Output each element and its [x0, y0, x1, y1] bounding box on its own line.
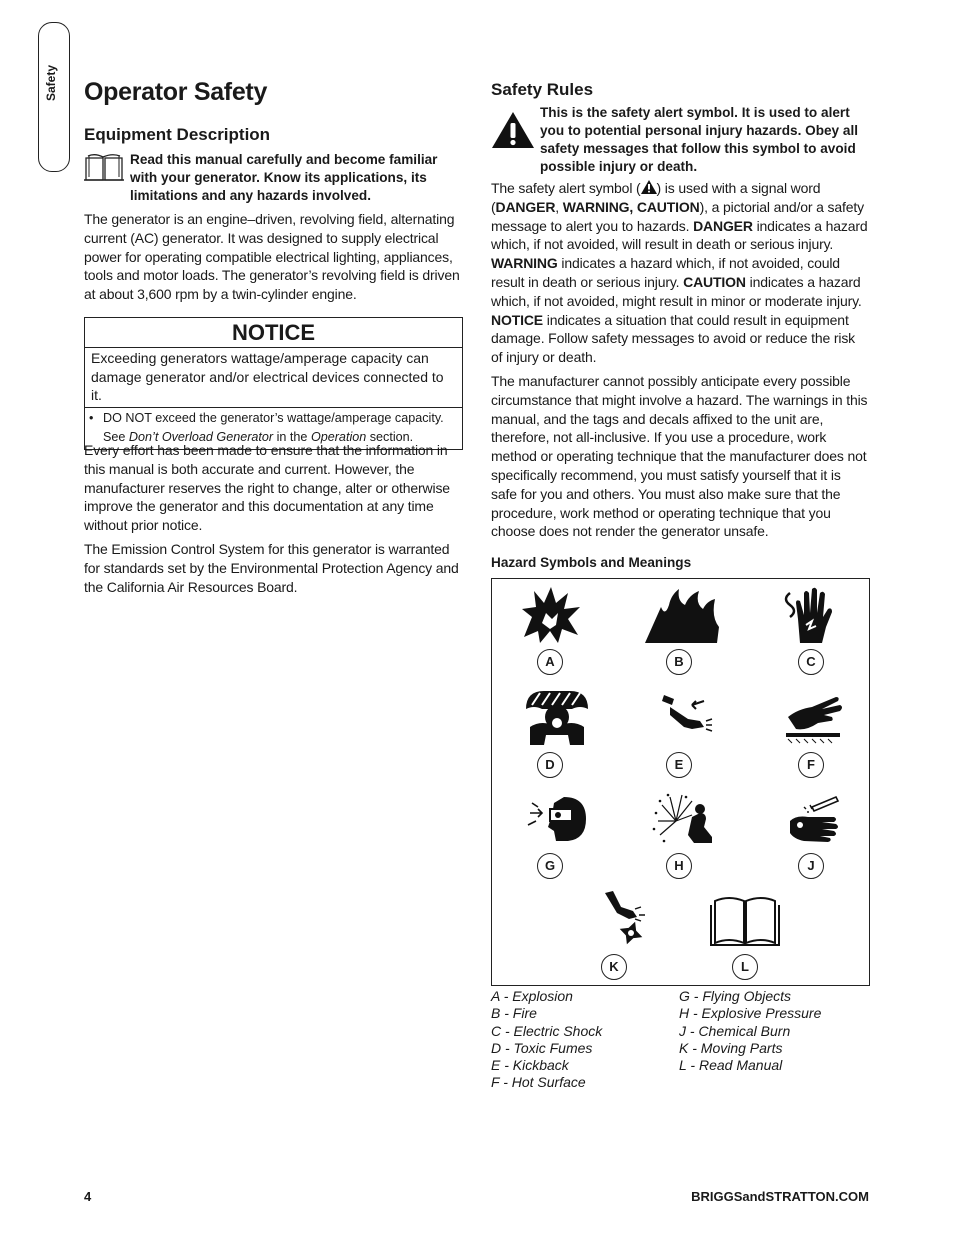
legend-item: A - Explosion [491, 988, 573, 1004]
hazard-label-j: J [798, 853, 824, 879]
notice-box [84, 317, 463, 450]
p1-part-a: The safety alert symbol ( [491, 180, 641, 196]
hazard-label-a: A [537, 649, 563, 675]
read-manual-large-icon [709, 891, 781, 947]
legend-item: L - Read Manual [679, 1057, 783, 1074]
word-danger: DANGER [495, 198, 556, 215]
word-danger-2: DANGER [693, 217, 753, 234]
legend-item: F - Hot Surface [491, 1074, 586, 1091]
safety-rules-section [491, 80, 869, 541]
explosion-icon [516, 587, 586, 645]
hazard-label-l: L [732, 954, 758, 980]
p1-part-g: indicates a hazard which, if not avoided, might result in minor or moderate injury. [491, 273, 862, 309]
safety-rules-heading: Safety Rules [491, 80, 594, 99]
hazard-legend [491, 988, 869, 1092]
flying-objects-icon [524, 791, 594, 847]
word-warning-caution: WARNING, CAUTION [562, 198, 700, 215]
accuracy-paragraph: Every effort has been made to ensure that the information in this manual is both accurate and current. However, the manufacturer reserves the right to change, alter or otherwise improve the generator and this documentation at any time without prior notice. [84, 442, 450, 534]
hazard-label-b: B [666, 649, 692, 675]
electric-shock-icon [776, 585, 846, 645]
equipment-heading: Equipment Description [84, 125, 271, 144]
explosive-pressure-icon [648, 791, 718, 847]
safety-alert-icon [491, 104, 540, 176]
side-tab-label: Safety [44, 64, 58, 101]
legend-column-left [491, 988, 679, 1092]
kickback-icon [648, 687, 718, 745]
moving-parts-icon [595, 889, 655, 949]
toxic-fumes-icon [522, 687, 592, 745]
inline-alert-icon [641, 180, 657, 194]
hazard-label-h: H [666, 853, 692, 879]
hot-surface-icon [778, 687, 848, 745]
notice-bullet-section: Operation [310, 429, 367, 444]
legend-item: K - Moving Parts [679, 1039, 783, 1056]
p1-part-b: ) is used with a signal word ( [491, 180, 821, 215]
signal-words-paragraph [491, 179, 869, 367]
word-notice: NOTICE [491, 311, 543, 328]
safety-alert-text: This is the safety alert symbol. It is used to alert you to potential personal injury hazards. Obey all safety messages that follow this symbol to avoid possible injury or death. [540, 105, 859, 174]
notice-bullet-ref: Don’t Overload Generator [128, 429, 274, 444]
legend-item: D - Toxic Fumes [491, 1039, 593, 1056]
chemical-burn-icon [778, 791, 848, 847]
emission-paragraph: The Emission Control System for this generator is warranted for standards set by the Environmental Protection Agency and the California Air Resources Board. [84, 540, 459, 595]
fire-icon [641, 587, 721, 645]
p1-part-e: indicates a hazard which, if not avoided, will result in death or serious injury. [491, 217, 868, 253]
notice-bullet-mid: in the [276, 429, 308, 444]
legend-column-right [679, 988, 867, 1092]
read-manual-icon [84, 151, 130, 205]
page-number: 4 [84, 1189, 92, 1204]
left-paragraphs [84, 441, 464, 596]
bullet-dot: • [89, 410, 94, 425]
p1-part-h: indicates a situation that could result in equipment damage. Follow safety messages to avoid or reduce the risk of injury or death. [491, 311, 856, 366]
hazard-label-d: D [537, 752, 563, 778]
p1-part-c: , [555, 198, 563, 215]
word-warning: WARNING [491, 255, 558, 272]
p1-part-f: indicates a hazard which, if not avoided, could result in death or serious injury. [491, 255, 840, 290]
hazard-label-f: F [798, 752, 824, 778]
word-caution: CAUTION [683, 273, 746, 290]
notice-bullet-prefix: DO NOT exceed the generator’s wattage/amperage capacity. See [103, 410, 444, 444]
manufacturer-paragraph: The manufacturer cannot possibly anticipate every possible circumstance that might involve a hazard. The warnings in this manual, and the tags and decals affixed to the unit are, therefore, not all-inclusive. If you use a procedure, work method or operating technique that the manufacturer does not specifically recommend, you must satisfy yourself that it is safe for you and others. You must also make sure that the procedure, work method or operating technique that you choose does not render the generator unsafe. [491, 372, 868, 540]
hazard-label-e: E [666, 752, 692, 778]
hazard-label-g: G [537, 853, 563, 879]
notice-bullet-suffix: section. [369, 429, 414, 444]
page-title: Operator Safety [84, 78, 268, 106]
section-side-tab [38, 22, 70, 172]
equipment-intro: Read this manual carefully and become familiar with your generator. Know its applications, its limitations and any hazards involved. [130, 152, 438, 203]
hazard-symbols-box [491, 578, 870, 986]
hazard-label-c: C [798, 649, 824, 675]
website-footer: BRIGGSandSTRATTON.COM [691, 1189, 869, 1204]
p1-part-d: ), a pictorial and/or a safety message to alert you to hazards. [491, 198, 864, 234]
hazard-label-k: K [601, 954, 627, 980]
equipment-description: The generator is an engine–driven, revolving field, alternating current (AC) generator. It was designed to supply electrical power for operating compatible electrical lighting, appliances, tools and motor loads. The generator’s revolving field is driven at about 3,600 rpm by a twin-cylinder engine. [84, 211, 460, 303]
legend-item: B - Fire [491, 1005, 537, 1022]
legend-item: J - Chemical Burn [679, 1022, 791, 1039]
legend-item: H - Explosive Pressure [679, 1005, 822, 1022]
notice-text: Exceeding generators wattage/amperage capacity can damage generator and/or electrical devices connected to it. [85, 348, 462, 408]
legend-item: E - Kickback [491, 1057, 569, 1074]
legend-item: G - Flying Objects [679, 988, 792, 1004]
notice-heading: NOTICE [85, 318, 462, 348]
hazard-heading: Hazard Symbols and Meanings [491, 555, 692, 570]
equipment-section [84, 125, 464, 304]
legend-item: C - Electric Shock [491, 1022, 603, 1039]
